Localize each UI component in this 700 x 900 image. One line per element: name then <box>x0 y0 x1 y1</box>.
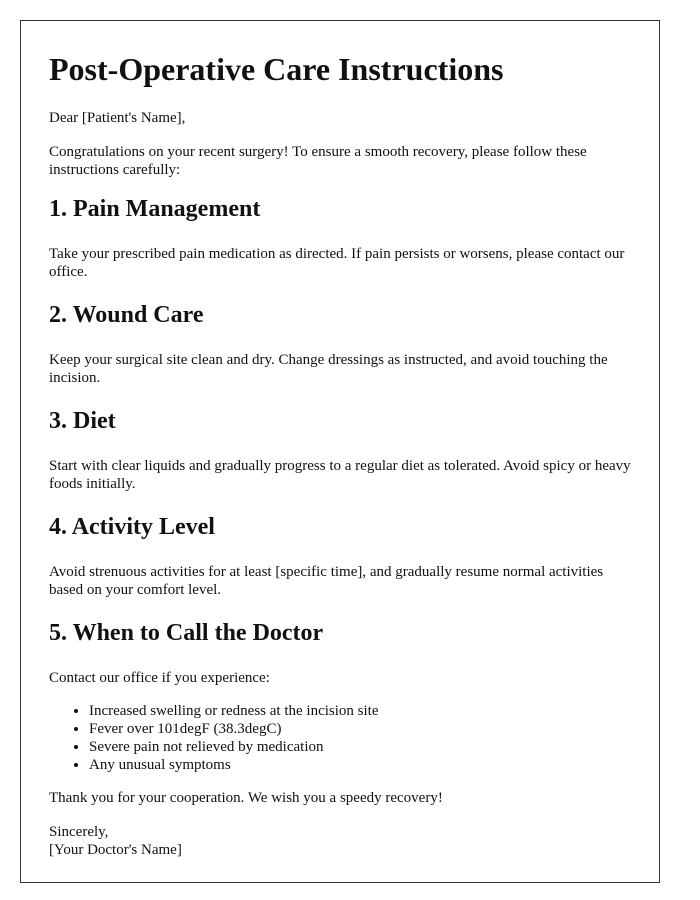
section-heading: 5. When to Call the Doctor <box>49 620 324 646</box>
greeting: Dear [Patient's Name], <box>49 110 186 126</box>
section-heading: 2. Wound Care <box>49 302 204 328</box>
symptom-list <box>49 702 631 774</box>
list-item: • Severe pain not relieved by medication <box>89 738 631 756</box>
intro-paragraph: Congratulations on your recent surgery! To ensure a smooth recovery, please follow these instructions carefully: <box>49 144 587 178</box>
signature-block <box>49 823 631 859</box>
page-title: Post-Operative Care Instructions <box>49 51 504 87</box>
signoff: Sincerely, <box>49 824 109 840</box>
doctor-signature: [Your Doctor's Name] <box>49 842 182 858</box>
section-body: Take your prescribed pain medication as directed. If pain persists or worsens, please contact our office. <box>49 246 625 280</box>
section-body: Contact our office if you experience: <box>49 670 270 686</box>
section-wound-care <box>49 301 631 387</box>
list-item: • Fever over 101degF (38.3degC) <box>89 720 631 738</box>
section-body: Keep your surgical site clean and dry. Change dressings as instructed, and avoid touching the incision. <box>49 352 608 386</box>
section-pain-management <box>49 195 631 281</box>
list-item: • Any unusual symptoms <box>89 756 631 774</box>
letter-document <box>20 20 660 883</box>
closing-paragraph: Thank you for your cooperation. We wish you a speedy recovery! <box>49 790 443 806</box>
section-heading: 4. Activity Level <box>49 514 215 540</box>
list-item: • Increased swelling or redness at the incision site <box>89 702 631 720</box>
section-heading: 3. Diet <box>49 408 116 434</box>
section-diet <box>49 407 631 493</box>
section-heading: 1. Pain Management <box>49 196 261 222</box>
section-when-to-call <box>49 619 631 774</box>
section-body: Start with clear liquids and gradually progress to a regular diet as tolerated. Avoid spicy or heavy foods initially. <box>49 458 631 492</box>
section-activity-level <box>49 513 631 599</box>
section-body: Avoid strenuous activities for at least [specific time], and gradually resume normal activities based on your comfort level. <box>49 564 604 598</box>
